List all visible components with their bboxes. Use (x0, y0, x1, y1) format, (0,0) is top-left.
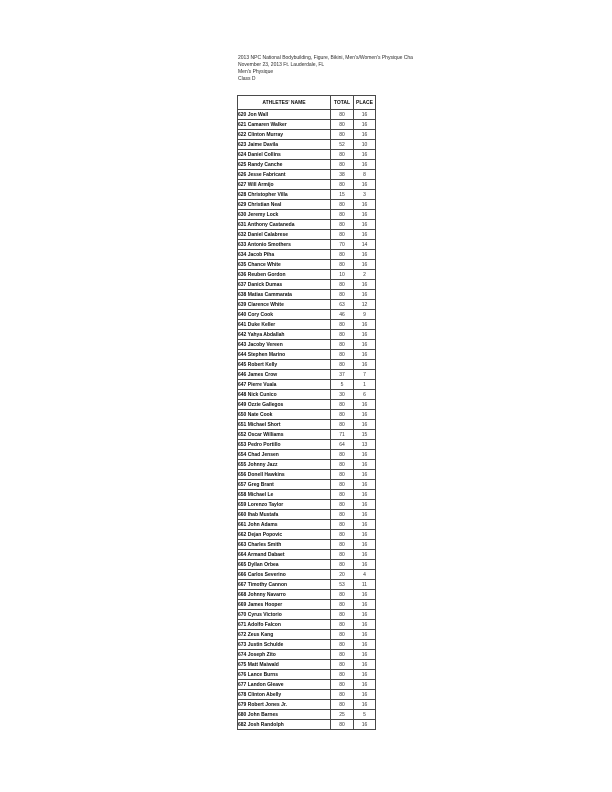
athlete-name-cell: 655 Johnny Jazz (238, 460, 331, 470)
athlete-name-cell: 621 Camaren Walker (238, 120, 331, 130)
table-row (238, 160, 376, 170)
place-cell: 16 (354, 210, 376, 220)
table-row (238, 360, 376, 370)
place-cell: 11 (354, 580, 376, 590)
total-cell: 80 (331, 260, 354, 270)
total-cell: 80 (331, 560, 354, 570)
place-cell: 16 (354, 540, 376, 550)
total-cell: 25 (331, 710, 354, 720)
table-row (238, 480, 376, 490)
athlete-name-cell: 641 Duke Keller (238, 320, 331, 330)
athlete-name-cell: 644 Stephen Marino (238, 350, 331, 360)
athlete-name-cell: 673 Justin Schulde (238, 640, 331, 650)
table-row (238, 450, 376, 460)
table-row (238, 520, 376, 530)
results-table-head (238, 96, 376, 110)
athlete-name-cell: 666 Carlos Severino (238, 570, 331, 580)
table-row (238, 380, 376, 390)
athlete-name-cell: 635 Chance White (238, 260, 331, 270)
total-cell: 80 (331, 490, 354, 500)
total-cell: 80 (331, 510, 354, 520)
place-cell: 16 (354, 680, 376, 690)
table-row (238, 140, 376, 150)
place-cell: 16 (354, 450, 376, 460)
athlete-name-cell: 671 Adolfo Falcon (238, 620, 331, 630)
place-cell: 16 (354, 490, 376, 500)
place-cell: 5 (354, 710, 376, 720)
total-cell: 71 (331, 430, 354, 440)
header-line-date-location: November 23, 2013 Ft. Lauderdale, FL (238, 62, 325, 68)
table-row (238, 510, 376, 520)
total-cell: 80 (331, 220, 354, 230)
place-cell: 4 (354, 570, 376, 580)
table-row (238, 640, 376, 650)
place-cell: 16 (354, 340, 376, 350)
athlete-name-cell: 639 Clarence White (238, 300, 331, 310)
table-row (238, 390, 376, 400)
table-row (238, 310, 376, 320)
results-table (237, 95, 376, 730)
total-cell: 63 (331, 300, 354, 310)
table-row (238, 400, 376, 410)
table-row (238, 690, 376, 700)
total-cell: 20 (331, 570, 354, 580)
athlete-name-cell: 667 Timothy Cannon (238, 580, 331, 590)
athlete-name-cell: 633 Antonio Smothers (238, 240, 331, 250)
place-cell: 16 (354, 600, 376, 610)
total-cell: 80 (331, 610, 354, 620)
athlete-name-cell: 643 Jacoby Vereen (238, 340, 331, 350)
table-row (238, 700, 376, 710)
table-row (238, 720, 376, 730)
table-row (238, 650, 376, 660)
document-header (238, 55, 458, 83)
place-cell: 1 (354, 380, 376, 390)
total-cell: 38 (331, 170, 354, 180)
table-row (238, 460, 376, 470)
table-row (238, 250, 376, 260)
table-row (238, 410, 376, 420)
table-row (238, 220, 376, 230)
table-row (238, 180, 376, 190)
athlete-name-cell: 647 Pierre Vuala (238, 380, 331, 390)
place-cell: 16 (354, 280, 376, 290)
total-cell: 80 (331, 350, 354, 360)
total-cell: 80 (331, 470, 354, 480)
place-cell: 16 (354, 500, 376, 510)
athlete-name-cell: 678 Clinton Abelly (238, 690, 331, 700)
athlete-name-cell: 663 Charles Smith (238, 540, 331, 550)
athlete-name-cell: 660 Ihab Mustafa (238, 510, 331, 520)
table-row (238, 500, 376, 510)
athlete-name-cell: 628 Christopher Villa (238, 190, 331, 200)
total-cell: 80 (331, 210, 354, 220)
total-cell: 80 (331, 330, 354, 340)
place-cell: 16 (354, 260, 376, 270)
place-cell: 16 (354, 250, 376, 260)
athlete-name-cell: 658 Michael Le (238, 490, 331, 500)
table-row (238, 610, 376, 620)
total-cell: 80 (331, 200, 354, 210)
table-row (238, 170, 376, 180)
total-cell: 80 (331, 690, 354, 700)
table-row (238, 350, 376, 360)
total-cell: 80 (331, 520, 354, 530)
athlete-name-cell: 656 Donell Hawkins (238, 470, 331, 480)
athlete-name-cell: 649 Ozzie Gallegos (238, 400, 331, 410)
place-cell: 3 (354, 190, 376, 200)
place-cell: 9 (354, 310, 376, 320)
table-row (238, 670, 376, 680)
table-row (238, 240, 376, 250)
total-cell: 5 (331, 380, 354, 390)
place-cell: 16 (354, 110, 376, 120)
athlete-name-cell: 629 Christian Neal (238, 200, 331, 210)
total-cell: 64 (331, 440, 354, 450)
total-cell: 80 (331, 280, 354, 290)
table-row (238, 290, 376, 300)
athlete-name-cell: 627 Will Armijo (238, 180, 331, 190)
table-row (238, 130, 376, 140)
athlete-name-cell: 636 Reuben Gordon (238, 270, 331, 280)
table-row (238, 420, 376, 430)
table-row (238, 270, 376, 280)
total-cell: 80 (331, 400, 354, 410)
place-cell: 16 (354, 120, 376, 130)
table-row (238, 660, 376, 670)
table-row (238, 710, 376, 720)
athlete-name-cell: 634 Jacob Piha (238, 250, 331, 260)
total-cell: 80 (331, 480, 354, 490)
total-cell: 10 (331, 270, 354, 280)
place-cell: 2 (354, 270, 376, 280)
athlete-name-cell: 676 Lance Burns (238, 670, 331, 680)
athlete-name-cell: 661 John Adams (238, 520, 331, 530)
athlete-name-cell: 638 Matias Cammarata (238, 290, 331, 300)
total-cell: 52 (331, 140, 354, 150)
table-row (238, 470, 376, 480)
table-row (238, 620, 376, 630)
total-cell: 80 (331, 120, 354, 130)
table-row (238, 530, 376, 540)
place-cell: 10 (354, 140, 376, 150)
table-row (238, 580, 376, 590)
total-cell: 80 (331, 290, 354, 300)
place-cell: 7 (354, 370, 376, 380)
table-row (238, 560, 376, 570)
results-table-body (238, 110, 376, 730)
athlete-name-cell: 664 Armand Dabaet (238, 550, 331, 560)
total-cell: 15 (331, 190, 354, 200)
athlete-name-cell: 631 Anthony Castaneda (238, 220, 331, 230)
total-cell: 80 (331, 530, 354, 540)
athlete-name-cell: 632 Daniel Calabrese (238, 230, 331, 240)
place-cell: 16 (354, 320, 376, 330)
table-row (238, 440, 376, 450)
place-cell: 16 (354, 510, 376, 520)
athlete-name-cell: 623 Jaime Davila (238, 140, 331, 150)
athlete-name-cell: 624 Daniel Collins (238, 150, 331, 160)
total-cell: 80 (331, 600, 354, 610)
place-cell: 8 (354, 170, 376, 180)
place-cell: 16 (354, 650, 376, 660)
place-cell: 14 (354, 240, 376, 250)
place-cell: 16 (354, 330, 376, 340)
place-cell: 16 (354, 180, 376, 190)
athlete-name-cell: 625 Randy Canche (238, 160, 331, 170)
athlete-name-cell: 648 Nick Cunico (238, 390, 331, 400)
table-row (238, 190, 376, 200)
athlete-name-cell: 677 Landon Gleave (238, 680, 331, 690)
total-cell: 80 (331, 620, 354, 630)
total-cell: 70 (331, 240, 354, 250)
total-cell: 80 (331, 150, 354, 160)
table-row (238, 370, 376, 380)
total-cell: 80 (331, 360, 354, 370)
place-cell: 16 (354, 200, 376, 210)
athlete-name-cell: 680 John Barnes (238, 710, 331, 720)
total-cell: 80 (331, 230, 354, 240)
athlete-name-cell: 675 Matt Maiwald (238, 660, 331, 670)
place-cell: 16 (354, 520, 376, 530)
place-cell: 16 (354, 670, 376, 680)
total-cell: 46 (331, 310, 354, 320)
athlete-name-cell: 665 Dyllan Orbea (238, 560, 331, 570)
header-line-division: Men's Physique (238, 69, 274, 75)
athlete-name-cell: 646 James Crow (238, 370, 331, 380)
place-cell: 16 (354, 410, 376, 420)
athlete-name-cell: 650 Nate Cook (238, 410, 331, 420)
athlete-name-cell: 657 Greg Brant (238, 480, 331, 490)
athlete-name-cell: 659 Lorenzo Taylor (238, 500, 331, 510)
place-cell: 16 (354, 610, 376, 620)
header-row (238, 96, 376, 110)
place-cell: 16 (354, 560, 376, 570)
athlete-name-cell: 640 Cory Cook (238, 310, 331, 320)
place-cell: 16 (354, 220, 376, 230)
table-row (238, 340, 376, 350)
place-cell: 16 (354, 400, 376, 410)
total-cell: 80 (331, 250, 354, 260)
athlete-name-cell: 653 Pedro Portillo (238, 440, 331, 450)
total-cell: 80 (331, 660, 354, 670)
total-cell: 30 (331, 390, 354, 400)
place-cell: 6 (354, 390, 376, 400)
table-row (238, 110, 376, 120)
total-cell: 80 (331, 500, 354, 510)
athlete-name-cell: 622 Clinton Murray (238, 130, 331, 140)
place-cell: 16 (354, 470, 376, 480)
athlete-name-cell: 669 James Hooper (238, 600, 331, 610)
table-row (238, 570, 376, 580)
table-row (238, 330, 376, 340)
place-cell: 16 (354, 660, 376, 670)
place-cell: 16 (354, 530, 376, 540)
athlete-name-cell: 620 Jon Wall (238, 110, 331, 120)
column-header-place: PLACE (354, 96, 376, 110)
athlete-name-cell: 630 Jeremy Lock (238, 210, 331, 220)
total-cell: 80 (331, 640, 354, 650)
place-cell: 16 (354, 350, 376, 360)
table-row (238, 590, 376, 600)
athlete-name-cell: 654 Chad Jensen (238, 450, 331, 460)
athlete-name-cell: 674 Joseph Zito (238, 650, 331, 660)
place-cell: 12 (354, 300, 376, 310)
total-cell: 80 (331, 700, 354, 710)
table-row (238, 320, 376, 330)
place-cell: 13 (354, 440, 376, 450)
total-cell: 80 (331, 590, 354, 600)
place-cell: 16 (354, 130, 376, 140)
place-cell: 16 (354, 360, 376, 370)
total-cell: 80 (331, 630, 354, 640)
total-cell: 37 (331, 370, 354, 380)
athlete-name-cell: 651 Michael Short (238, 420, 331, 430)
column-header-athletes-name: ATHLETES' NAME (238, 96, 331, 110)
total-cell: 53 (331, 580, 354, 590)
table-row (238, 680, 376, 690)
athlete-name-cell: 679 Robert Jones Jr. (238, 700, 331, 710)
total-cell: 80 (331, 670, 354, 680)
place-cell: 16 (354, 620, 376, 630)
total-cell: 80 (331, 110, 354, 120)
table-row (238, 540, 376, 550)
athlete-name-cell: 668 Johnny Navarro (238, 590, 331, 600)
table-row (238, 550, 376, 560)
total-cell: 80 (331, 410, 354, 420)
place-cell: 16 (354, 160, 376, 170)
table-row (238, 300, 376, 310)
total-cell: 80 (331, 720, 354, 730)
header-line-event: 2013 NPC National Bodybuilding, Figure, Bikini, Men's/Women's Physique Cha (238, 55, 413, 61)
table-row (238, 280, 376, 290)
place-cell: 16 (354, 720, 376, 730)
place-cell: 16 (354, 420, 376, 430)
total-cell: 80 (331, 650, 354, 660)
total-cell: 80 (331, 180, 354, 190)
athlete-name-cell: 670 Cyrus Victorio (238, 610, 331, 620)
place-cell: 16 (354, 480, 376, 490)
place-cell: 15 (354, 430, 376, 440)
place-cell: 16 (354, 630, 376, 640)
total-cell: 80 (331, 680, 354, 690)
table-row (238, 120, 376, 130)
athlete-name-cell: 642 Yahya Abdallah (238, 330, 331, 340)
table-row (238, 600, 376, 610)
athlete-name-cell: 626 Jesse Fabricant (238, 170, 331, 180)
total-cell: 80 (331, 320, 354, 330)
table-row (238, 490, 376, 500)
place-cell: 16 (354, 290, 376, 300)
athlete-name-cell: 652 Oscar Williams (238, 430, 331, 440)
place-cell: 16 (354, 460, 376, 470)
place-cell: 16 (354, 230, 376, 240)
place-cell: 16 (354, 150, 376, 160)
table-row (238, 260, 376, 270)
athlete-name-cell: 637 Danick Dumas (238, 280, 331, 290)
table-row (238, 200, 376, 210)
total-cell: 80 (331, 550, 354, 560)
place-cell: 16 (354, 550, 376, 560)
table-row (238, 630, 376, 640)
table-row (238, 210, 376, 220)
athlete-name-cell: 662 Dejan Popovic (238, 530, 331, 540)
place-cell: 16 (354, 700, 376, 710)
total-cell: 80 (331, 460, 354, 470)
athlete-name-cell: 682 Josh Randolph (238, 720, 331, 730)
header-line-class: Class D (238, 76, 256, 82)
total-cell: 80 (331, 540, 354, 550)
athlete-name-cell: 645 Robert Kelly (238, 360, 331, 370)
place-cell: 16 (354, 640, 376, 650)
table-row (238, 150, 376, 160)
total-cell: 80 (331, 130, 354, 140)
total-cell: 80 (331, 450, 354, 460)
place-cell: 16 (354, 690, 376, 700)
athlete-name-cell: 672 Zeus Kang (238, 630, 331, 640)
total-cell: 80 (331, 160, 354, 170)
column-header-total: TOTAL (331, 96, 354, 110)
table-row (238, 430, 376, 440)
place-cell: 16 (354, 590, 376, 600)
total-cell: 80 (331, 420, 354, 430)
total-cell: 80 (331, 340, 354, 350)
table-row (238, 230, 376, 240)
